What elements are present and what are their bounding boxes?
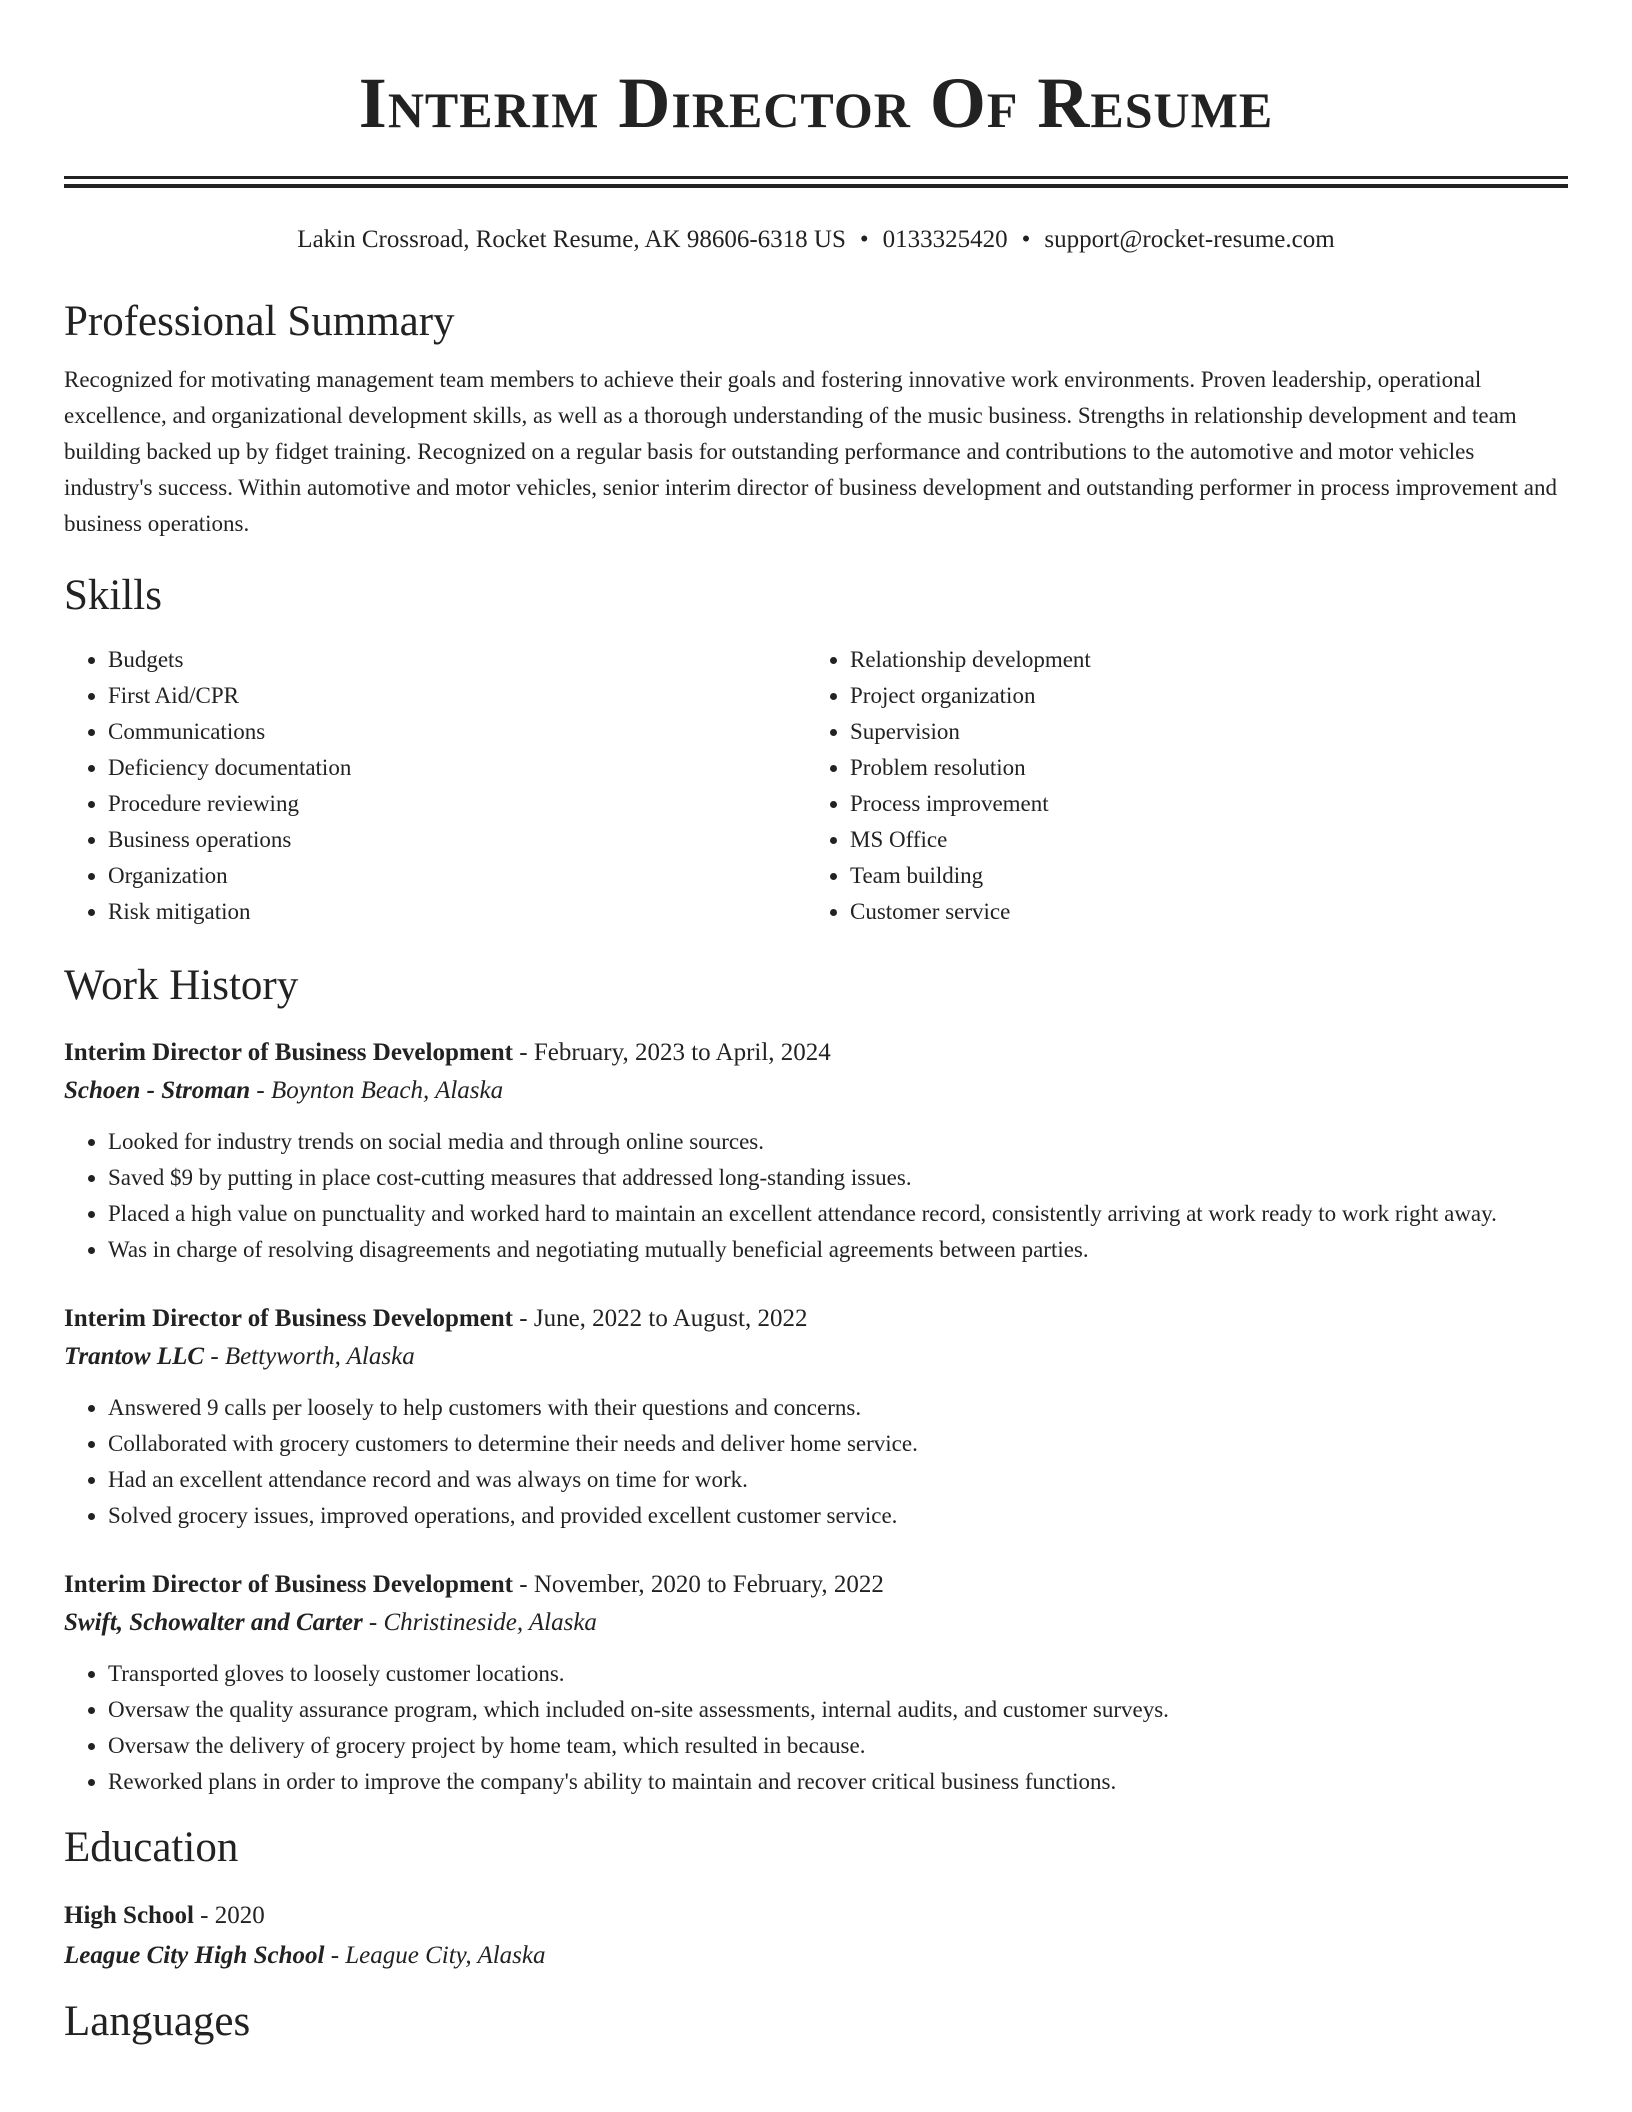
job-bullet: • Reworked plans in order to improve the company's ability to maintain and recover critical business functions.: [108, 1764, 1568, 1800]
job-company: Schoen - Stroman: [64, 1077, 251, 1104]
job-title-line: [64, 1034, 1568, 1072]
work-history-section: [64, 958, 1568, 1800]
contact-address: Lakin Crossroad, Rocket Resume, AK 98606-6318 US: [297, 226, 846, 253]
education-entry: [64, 1896, 1568, 1976]
job-title: Interim Director of Business Development: [64, 1039, 514, 1066]
job-company-line: [64, 1072, 1568, 1110]
dash: -: [519, 1305, 528, 1332]
skill-item: • Organization: [108, 858, 806, 894]
skill-item: • Process improvement: [850, 786, 1091, 822]
job-bullet: • Solved grocery issues, improved operations, and provided excellent customer service.: [108, 1498, 1568, 1534]
job-bullet: • Collaborated with grocery customers to determine their needs and deliver home service.: [108, 1426, 1568, 1462]
skill-item: • Supervision: [850, 714, 1091, 750]
skill-item: • Business operations: [108, 822, 806, 858]
contact-email: support@rocket-resume.com: [1044, 226, 1335, 253]
education-degree-line: [64, 1896, 1568, 1936]
job-bullet: • Oversaw the quality assurance program, which included on-site assessments, internal audits, and customer surveys.: [108, 1692, 1568, 1728]
job-title-line: [64, 1300, 1568, 1338]
skill-item: • Problem resolution: [850, 750, 1091, 786]
job-bullet: • Oversaw the delivery of grocery project by home team, which resulted in because.: [108, 1728, 1568, 1764]
resume-title: Interim Director Of Resume: [358, 63, 1274, 143]
dash: -: [519, 1039, 528, 1066]
summary-section: [64, 294, 1568, 542]
dash: -: [200, 1902, 209, 1929]
skill-item: • Communications: [108, 714, 806, 750]
job-location: Christineside, Alaska: [383, 1609, 597, 1636]
dash: -: [368, 1609, 378, 1636]
job-bullet: • Answered 9 calls per loosely to help customers with their questions and concerns.: [108, 1390, 1568, 1426]
skills-list-left: [64, 642, 806, 930]
job-title: Interim Director of Business Development: [64, 1305, 514, 1332]
job-location: Bettyworth, Alaska: [224, 1343, 415, 1370]
job-entry: [64, 1566, 1568, 1800]
job-title: Interim Director of Business Development: [64, 1571, 514, 1598]
skill-item: • First Aid/CPR: [108, 678, 806, 714]
job-bullets: [64, 1390, 1568, 1534]
title-divider-top: [64, 176, 1568, 179]
skills-heading: Skills: [64, 572, 162, 619]
job-dates: February, 2023 to April, 2024: [533, 1039, 831, 1066]
languages-heading: Languages: [64, 1998, 251, 2045]
education-school-line: [64, 1936, 1568, 1976]
job-bullet: • Placed a high value on punctuality and worked hard to maintain an excellent attendance record, consistently arriving at work ready to work right away.: [108, 1196, 1568, 1232]
skill-item: • MS Office: [850, 822, 1091, 858]
skill-item: • Risk mitigation: [108, 894, 806, 930]
job-bullet: • Was in charge of resolving disagreements and negotiating mutually beneficial agreements between parties.: [108, 1232, 1568, 1268]
education-heading: Education: [64, 1824, 239, 1871]
contact-phone: 0133325420: [882, 226, 1008, 253]
dash: -: [519, 1571, 528, 1598]
title-divider-bottom: [64, 184, 1568, 188]
skill-item: • Relationship development: [850, 642, 1091, 678]
job-company-line: [64, 1604, 1568, 1642]
work-history-heading: Work History: [64, 962, 299, 1009]
skill-item: • Procedure reviewing: [108, 786, 806, 822]
job-entry: [64, 1034, 1568, 1268]
job-company: Swift, Schowalter and Carter: [64, 1609, 363, 1636]
job-title-line: [64, 1566, 1568, 1604]
education-degree: High School: [64, 1902, 194, 1929]
skill-item: • Budgets: [108, 642, 806, 678]
job-bullet: • Looked for industry trends on social media and through online sources.: [108, 1124, 1568, 1160]
job-bullet: • Had an excellent attendance record and was always on time for work.: [108, 1462, 1568, 1498]
skills-grid: [64, 642, 1568, 930]
job-entry: [64, 1300, 1568, 1534]
contact-separator: •: [859, 226, 869, 253]
education-location: League City, Alaska: [345, 1942, 546, 1969]
job-bullet: • Transported gloves to loosely customer locations.: [108, 1656, 1568, 1692]
skills-section: [64, 568, 1568, 930]
dash: -: [210, 1343, 219, 1370]
education-section: [64, 1820, 1568, 1976]
contact-line: [64, 222, 1568, 258]
skill-item: • Deficiency documentation: [108, 750, 806, 786]
job-company-line: [64, 1338, 1568, 1376]
summary-text: Recognized for motivating management team members to achieve their goals and fostering innovative work environments. Proven leadership, operational excellence, and organizational development skills, as well as a thorough understanding of the music business. Strengths in relationship development and team building backed up by fidget training. Recognized on a regular basis for outstanding performance and contributions to the automotive and motor vehicles industry's success. Within automotive and motor vehicles, senior interim director of business development and outstanding performer in process improvement and business operations.: [64, 367, 1557, 536]
education-year: 2020: [214, 1902, 265, 1929]
education-school: League City High School: [64, 1942, 325, 1969]
job-location: Boynton Beach, Alaska: [271, 1077, 504, 1104]
dash: -: [330, 1942, 340, 1969]
skill-item: • Customer service: [850, 894, 1091, 930]
skill-item: • Team building: [850, 858, 1091, 894]
skill-item: • Project organization: [850, 678, 1091, 714]
job-bullet: • Saved $9 by putting in place cost-cutting measures that addressed long-standing issues.: [108, 1160, 1568, 1196]
dash: -: [256, 1077, 265, 1104]
job-dates: November, 2020 to February, 2022: [533, 1571, 884, 1598]
job-bullets: [64, 1124, 1568, 1268]
job-dates: June, 2022 to August, 2022: [533, 1305, 808, 1332]
contact-separator: •: [1021, 226, 1031, 253]
job-company: Trantow LLC: [64, 1343, 205, 1370]
skills-list-right: [806, 642, 1091, 930]
languages-section: [64, 1994, 1568, 2050]
summary-heading: Professional Summary: [64, 298, 455, 345]
job-bullets: [64, 1656, 1568, 1800]
